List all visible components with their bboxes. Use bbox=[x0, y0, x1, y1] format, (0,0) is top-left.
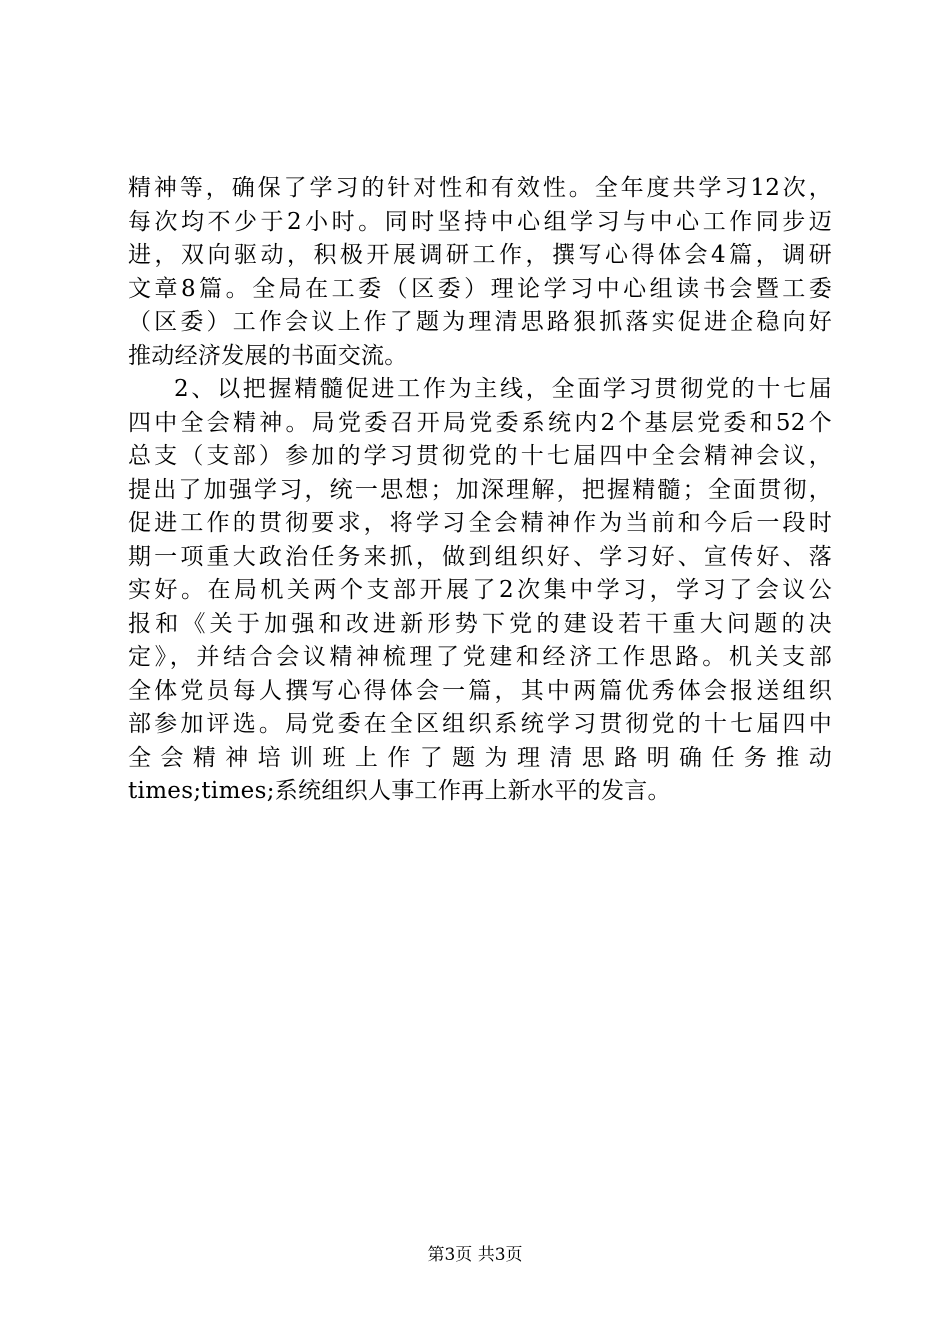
page-footer: 第3页 共3页 bbox=[427, 1245, 523, 1265]
text-line: 进，双向驱动，积极开展调研工作，撰写心得体会4篇，调研 bbox=[128, 242, 832, 268]
text-line: 文章8篇。全局在工委（区委）理论学习中心组读书会暨工委 bbox=[128, 275, 832, 302]
text-line: 全会精神培训班上作了题为理清思路明确任务推动 bbox=[128, 744, 832, 771]
text-line: 报和《关于加强和改进新形势下党的建设若干重大问题的决 bbox=[128, 610, 832, 637]
text-line: 推动经济发展的书面交流。 bbox=[128, 342, 408, 369]
text-line: 精神等，确保了学习的针对性和有效性。全年度共学习12次， bbox=[128, 175, 832, 201]
paragraph-start-line: 2、以把握精髓促进工作为主线，全面学习贯彻党的十七届 bbox=[174, 376, 832, 402]
text-line: 全体党员每人撰写心得体会一篇，其中两篇优秀体会报送组织 bbox=[128, 677, 832, 704]
body-text bbox=[128, 172, 832, 809]
text-line: 提出了加强学习，统一思想；加深理解，把握精髓；全面贯彻， bbox=[128, 476, 832, 503]
text-line: times;times;系统组织人事工作再上新水平的发言。 bbox=[128, 778, 671, 804]
text-line: 促进工作的贯彻要求，将学习全会精神作为当前和今后一段时 bbox=[128, 510, 832, 536]
text-line: 实好。在局机关两个支部开展了2次集中学习，学习了会议公 bbox=[128, 577, 832, 603]
text-line: 期一项重大政治任务来抓，做到组织好、学习好、宣传好、落 bbox=[128, 543, 832, 570]
text-line: 总支（支部）参加的学习贯彻党的十七届四中全会精神会议， bbox=[128, 443, 832, 469]
text-line: （区委）工作会议上作了题为理清思路狠抓落实促进企稳向好 bbox=[128, 309, 832, 335]
text-line: 部参加评选。局党委在全区组织系统学习贯彻党的十七届四中 bbox=[128, 711, 832, 737]
text-line: 四中全会精神。局党委召开局党委系统内2个基层党委和52个 bbox=[128, 409, 832, 436]
text-line: 定》，并结合会议精神梳理了党建和经济工作思路。机关支部 bbox=[128, 644, 832, 670]
text-line: 每次均不少于2小时。同时坚持中心组学习与中心工作同步迈 bbox=[128, 208, 832, 235]
